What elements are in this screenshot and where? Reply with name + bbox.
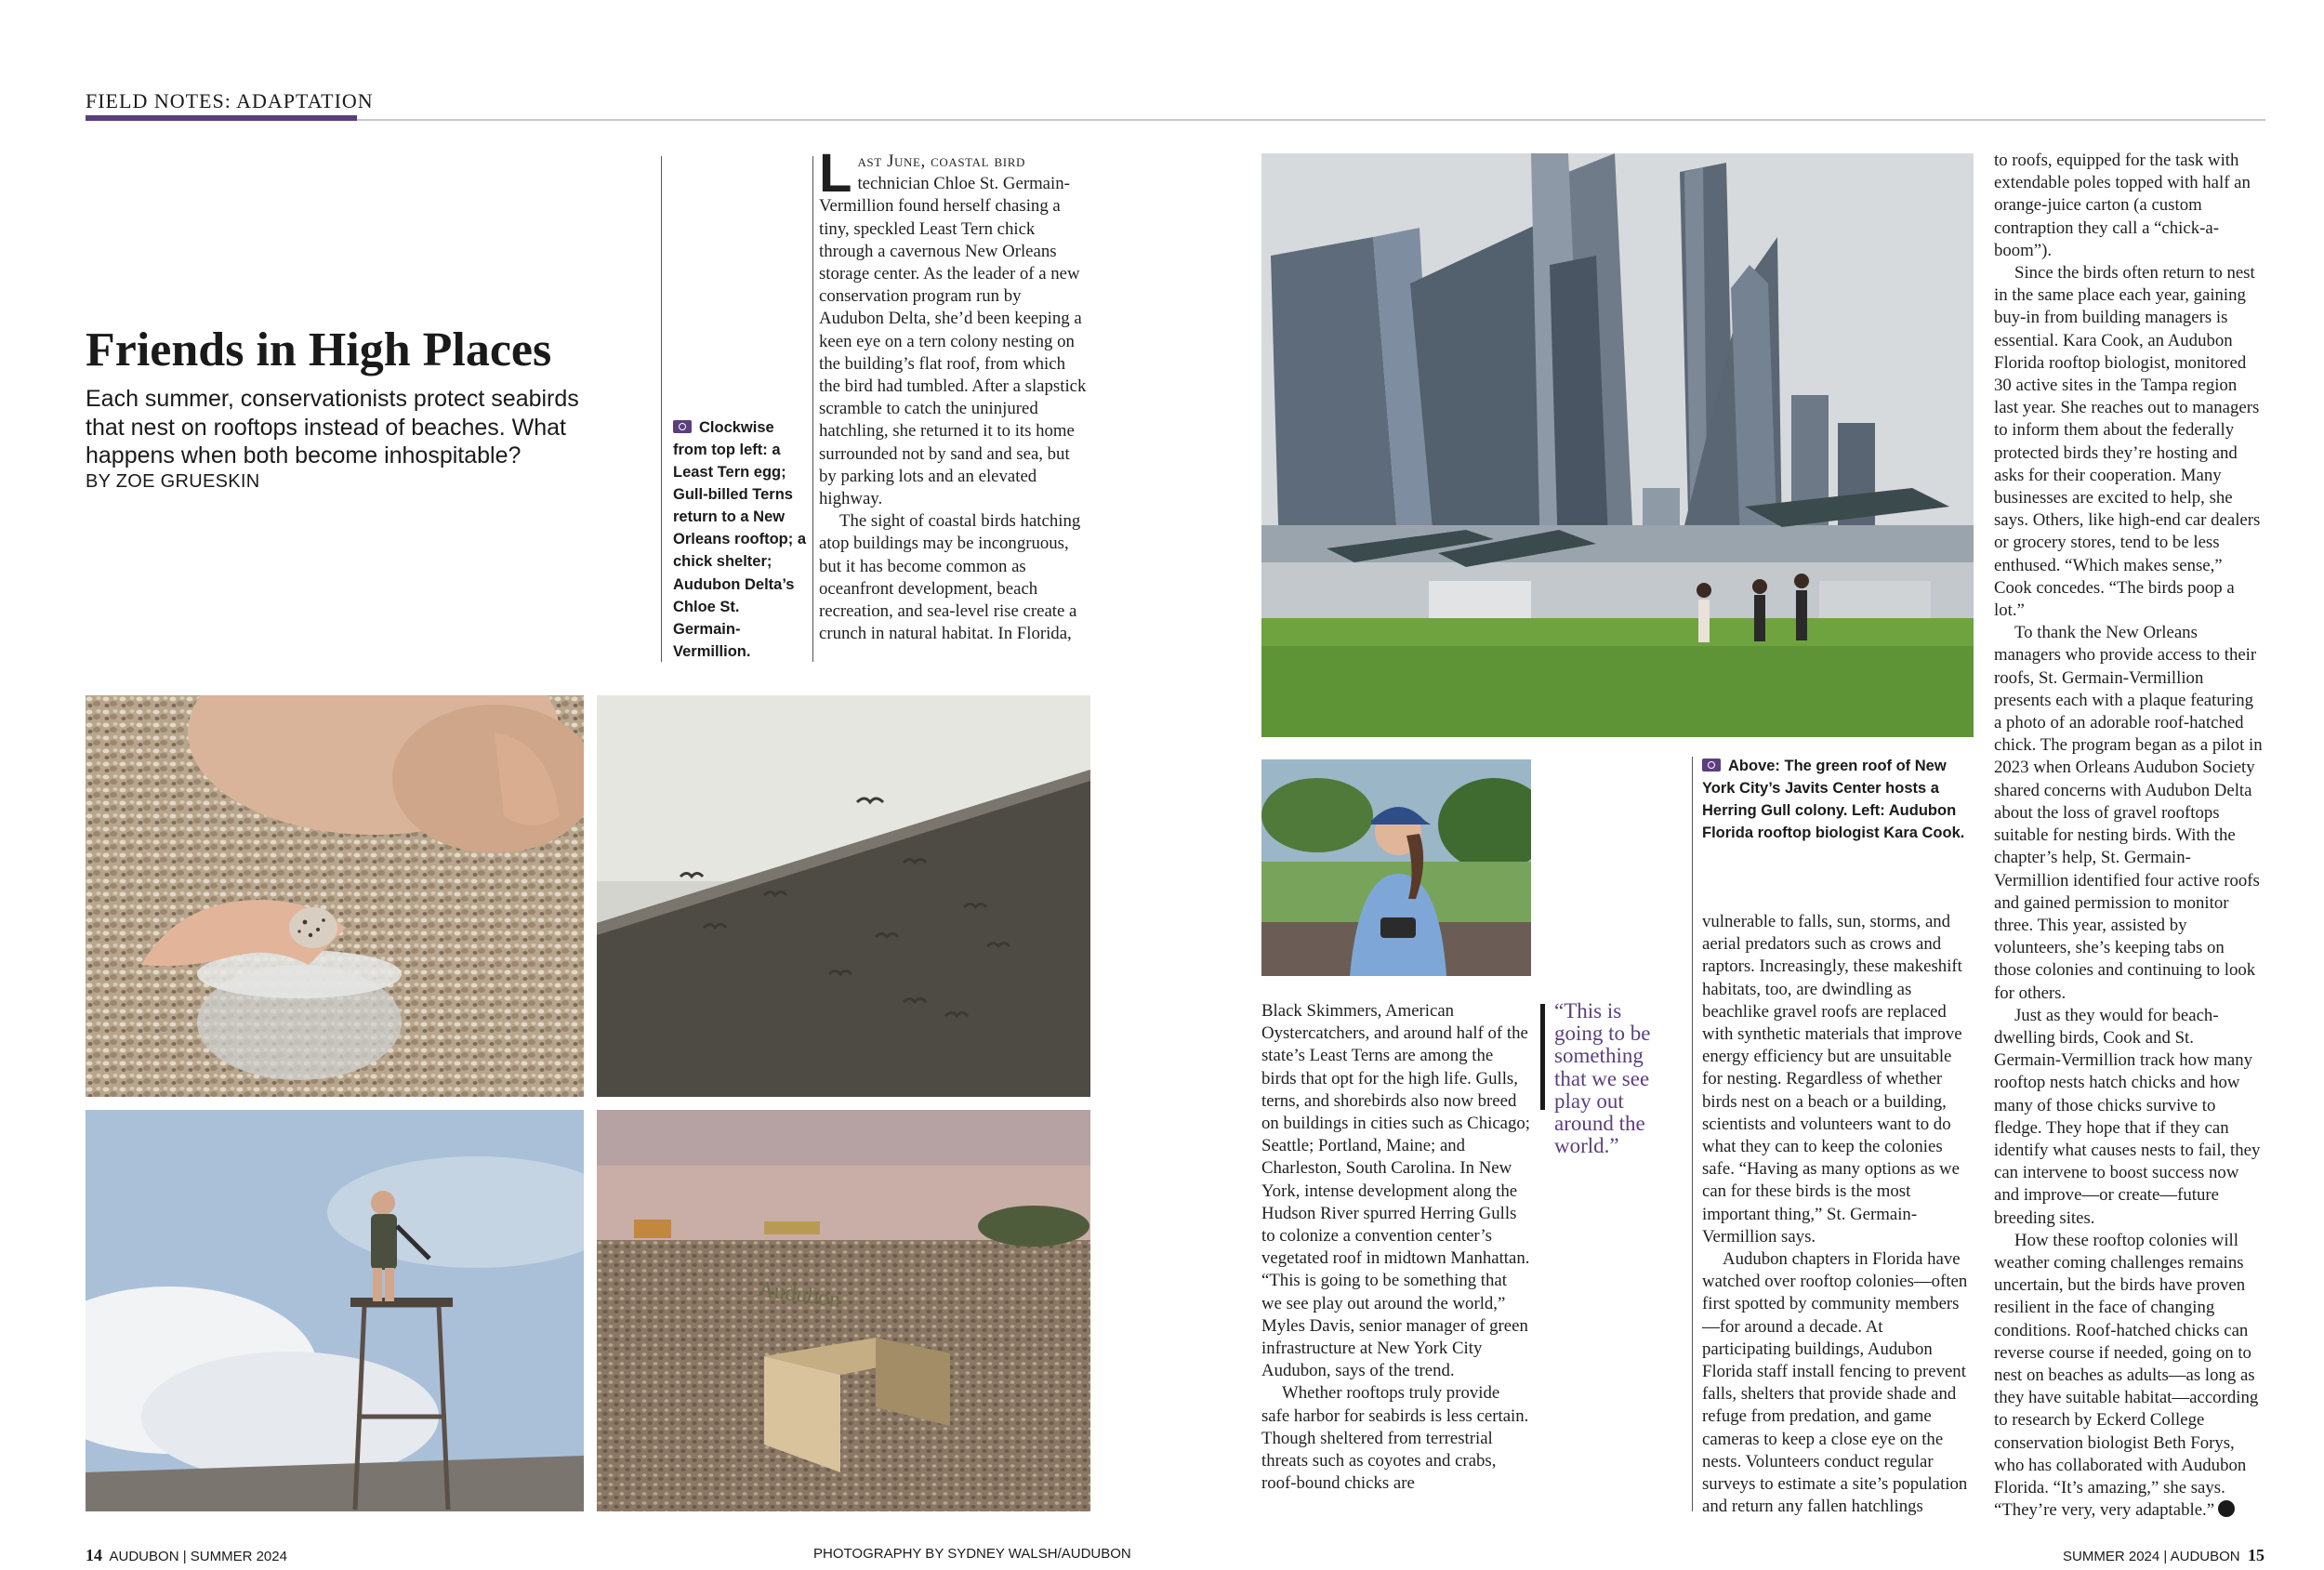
- photo-staff-tower: [86, 1110, 584, 1511]
- drop-cap: L: [819, 143, 852, 204]
- header-rule: [86, 119, 2265, 121]
- col4-paragraph-3: To thank the New Orleans managers who provide access to their roofs, St. Germain-Vermillion presents each with a plaque featuring a photo of an adorable roof-hatched chick. The program began as a pilot in 2023 when Orleans Audubon Society shared concerns with Audubon Delta about the loss of gravel rooftops suitable for nesting birds. With the chapter’s help, St. Germain-Vermillion identified four active roofs and gained permission to monitor three. This year, assisted by volunteers, she’s keeping tabs on those colonies and continuing to look for others.: [1994, 623, 2263, 1003]
- caption-rule: [661, 156, 662, 662]
- terns-illustration: [597, 695, 1090, 1097]
- col2-paragraph-2: Whether rooftops truly provide safe harbor for seabirds is less certain. Though sheltered from terrestrial threats such as coyotes and crabs, roof-bound chicks are: [1261, 1383, 1529, 1494]
- col4-paragraph-1: to roofs, equipped for the task with extendable poles topped with half an orange-juice carton (a custom contraption they call a “chick-a-boom”).: [1994, 151, 2251, 260]
- article-dek: Each summer, conservationists protect seabirds that nest on rooftops instead of beaches. What happens when both become inhospitable?: [86, 386, 579, 468]
- col3-paragraph-2: Audubon chapters in Florida have watched over rooftop colonies—often first spotted by community members—for around a decade. At participating buildings, Audubon Florida staff install fencing to prevent falls, shelters that provide shade and refuge from predation, and game cameras to keep a close eye on the nests. Volunteers conduct regular surveys to estimate a site’s population and return any fallen hatchlings: [1702, 1249, 1968, 1517]
- col4-paragraph-2: Since the birds often return to nest in the same place each year, gaining buy-in from building managers is essential. Kara Cook, an Audubon Florida rooftop biologist, monitored 30 active sites in the Tampa region last year. She reaches out to managers to inform them about the federally protected birds they’re hosting and asks for their cooperation. Many businesses are excited to help, she says. Others, like high-end car dealers or grocery stores, tend to be less enthused. “Which makes sense,” Cook concedes. “The birds poop a lot.”: [1994, 263, 2261, 621]
- col4-paragraph-5: How these rooftop colonies will weather coming challenges remains uncertain, but the birds have proven resilient in the face of changing conditions. Roof-hatched chicks can reverse course if needed, going on to nest on beaches as adults—as long as they have suitable habitat—according to research by Eckerd College conservation biologist Beth Forys, who has collaborated with Audubon Florida. “It’s amazing,” she says. “They’re very, very adaptable.”: [1994, 1230, 2259, 1521]
- green-roof-illustration: [1261, 153, 1974, 737]
- photo-credit: PHOTOGRAPHY BY SYDNEY WALSH/AUDUBON: [813, 1546, 1131, 1562]
- body-column-1: [819, 143, 1089, 645]
- section-accent-bar: [86, 115, 357, 121]
- right-caption-rule: [1692, 757, 1693, 1511]
- left-folio-text: AUDUBON | SUMMER 2024: [109, 1549, 287, 1564]
- right-page-number: 15: [2248, 1546, 2265, 1564]
- photo-caption-left: [673, 416, 811, 663]
- article-byline: BY ZOE GRUESKIN: [86, 471, 260, 492]
- photo-caption-right: [1702, 755, 1972, 844]
- left-folio: [86, 1546, 287, 1565]
- body-column-2: [1261, 1000, 1531, 1495]
- col1-paragraph-1: technician Chloe St. Germain-Vermillion found herself chasing a tiny, speckled Least Tern chick through a cavernous New Orleans storage center. As the leader of a new conservation program run by Audubon Delta, she’d been keeping a keen eye on a tern colony nesting on the building’s flat roof, from which the bird had tumbled. After a slapstick scramble to catch the uninjured hatchling, she returned it to its home surrounded not by sand and sea, but by parking lots and an elevated highway.: [819, 174, 1087, 509]
- camera-icon: [673, 420, 692, 433]
- photo-terns-flying: [597, 695, 1090, 1097]
- tern-egg-illustration: [86, 695, 584, 1097]
- left-page-number: 14: [86, 1546, 102, 1564]
- shelter-label: Audubon: [756, 1276, 842, 1313]
- photo-chick-shelter: [597, 1110, 1090, 1511]
- photo-kara-cook: [1261, 759, 1531, 976]
- caption-left-text: Clockwise from top left: a Least Tern egg; Gull-billed Terns return to a New Orleans rooftop; a chick shelter; Audubon Delta’s Chloe St. Germain-Vermillion.: [673, 419, 807, 660]
- photo-tern-egg: [86, 695, 584, 1097]
- article-title: Friends in High Places: [86, 323, 552, 376]
- camera-icon: [1702, 759, 1721, 772]
- pullquote-bar: [1540, 1004, 1545, 1110]
- col2-paragraph-1: Black Skimmers, American Oystercatchers, and around half of the state’s Least Terns are among the birds that opt for the high life. Gulls, terns, and shorebirds also now breed on buildings in cities such as Chicago; Seattle; Portland, Maine; and Charleston, South Carolina. In New York, intense development along the Hudson River spurred Herring Gulls to colonize a convention center’s vegetated roof in midtown Manhattan. “This is going to be something that we see play out around the world,” Myles Davis, senior manager of green infrastructure at New York City Audubon, says of the trend.: [1261, 1001, 1530, 1381]
- right-folio: [2063, 1546, 2265, 1565]
- col3-paragraph-1: vulnerable to falls, sun, storms, and aerial predators such as crows and raptors. Increasingly, these makeshift habitats, too, are dwindling as beachlike gravel roofs are replaced with synthetic materials that improve energy efficiency but are unsuitable for nesting. Regardless of whether birds nest on a beach or a building, scientists and volunteers want to do what they can to keep the colonies safe. “Having as many options as we can for these birds is the most important thing,” St. Germain-Vermillion says.: [1702, 912, 1962, 1247]
- col1-paragraph-2: The sight of coastal birds hatching atop buildings may be incongruous, but it has become common as oceanfront development, beach recreation, and sea-level rise create a crunch in natural habitat. In Florida,: [819, 511, 1081, 644]
- portrait-illustration: [1261, 759, 1531, 976]
- lead-in: ast June, coastal bird: [857, 152, 1025, 171]
- right-folio-text: SUMMER 2024 | AUDUBON: [2063, 1549, 2240, 1564]
- photo-javits-green-roof: [1261, 153, 1974, 737]
- staff-tower-illustration: [86, 1110, 584, 1511]
- caption-right-text: Above: The green roof of New York City’s Javits Center hosts a Herring Gull colony. Left: Audubon Florida rooftop biologist Kara Cook.: [1702, 758, 1965, 842]
- col4-paragraph-4: Just as they would for beach-dwelling birds, Cook and St. Germain-Vermillion track how many rooftop nests hatch chicks and how many of those chicks survive to fledge. They hope that if they can identify what causes nests to fail, they can intervene to boost success now and improve—or create—future breeding sites.: [1994, 1005, 2261, 1228]
- column-rule: [812, 156, 813, 662]
- chick-shelter-illustration: [597, 1110, 1090, 1511]
- end-mark-icon: [2218, 1500, 2235, 1517]
- pullquote: “This is going to be something that we see play out around the world.”: [1554, 999, 1651, 1158]
- body-column-3: [1702, 911, 1972, 1518]
- body-column-4: [1994, 150, 2264, 1522]
- section-label: FIELD NOTES: ADAPTATION: [86, 89, 374, 112]
